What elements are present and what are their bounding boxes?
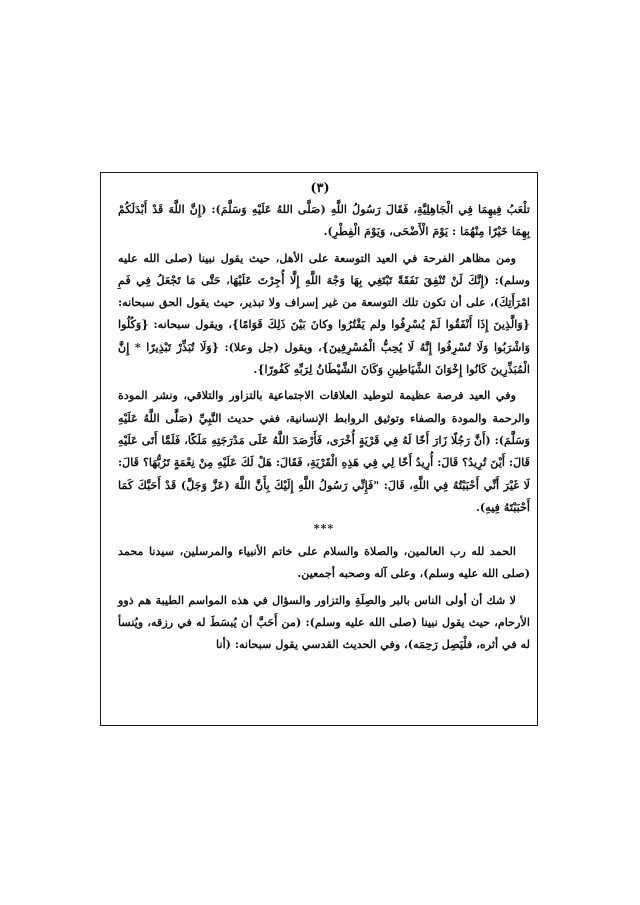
page-number: (٣) bbox=[310, 181, 330, 196]
paragraph-opening: تلْعَبُ فِيهِمَا فِي الْجَاهِلِيَّةِ، فَقَالَ رَسُولُ اللَّهِ (صَلَّى اللهُ عَلَيْهِ وَسَلَّمَ): (إِنَّ اللَّهَ قَدْ أَبْدَلَكُمْ بِهِمَا خَيْرًا مِنْهُمَا : يَوْمَ الْأَضْحَى، وَيَوْمَ الْفِطْرِ). bbox=[118, 202, 530, 239]
paragraph-spending: ومن مظاهر الفرحة في العيد التوسعة على الأهل، حيث يقول نبينا (صلى الله عليه وسلم): (إِنَّكَ لَنْ تُنْفِقَ نَفَقَةً تَبْتَغِي بِهَا وَجْهَ اللَّهِ إِلَّا أُجِرْتَ عَلَيْهَا، حَتَّى مَا تَجْعَلُ فِي فَمِ امْرَأَتِكَ)، على أن تكون تلك التوسعة من غير إسراف ولا تبذير، حيث يقول الحق سبحانه: {وَالَّذِينَ إِذَا أَنْفَقُوا لَمْ يُسْرِفُوا ولم يَقْتُرُوا وكانَ بَيْنَ ذَلِكَ قَوَامًا}، ويقول سبحانه: {وَكُلُوا وَاشْرَبُوا وَلَا تُسْرِفُوا إِنَّهُ لَا يُحِبُّ الْمُسْرِفِينَ}، ويقول (جل وعلا): {وَلَا تُبَذِّرْ تَبْذِيرًا * إِنَّ الْمُبَذِّرِينَ كَانُوا إِخْوَانَ الشَّيَاطِينِ وَكَانَ الشَّيْطَانُ لِرَبِّهِ كَفُورًا}. bbox=[118, 250, 530, 377]
document-body bbox=[118, 198, 530, 656]
paragraph-praise: الحمد لله رب العالمين، والصلاة والسلام على خاتم الأنبياء والمرسلين، سيدنا محمد (صلى الله عليه وسلم)، وعلى آله وصحبه أجمعين. bbox=[118, 544, 530, 581]
paragraph-kinship: لا شك أن أولى الناس بالبر والصِلَةِ والتزاور والسؤال في هذه المواسم الطيبة هم ذوو الأرحام، حيث يقول نبينا (صلى الله عليه وسلم): (من أَحَبَّ أن يُبسَطَ له في رزقه، ويُنسأ له في أثره، فلْيَصِل رَحِمَه)، وفي الحديث القدسي يقول سبحانه: (أنا bbox=[118, 592, 530, 652]
paragraph-visiting: وفي العيد فرصة عظيمة لتوطيد العلاقات الاجتماعية بالتزاور والتلاقي، ونشر المودة والرحمة والمودة والصفاء وتوثيق الروابط الإنسانية، ففي حديث النَّبِيِّ (صَلَّى اللَّهُ عَلَيْهِ وَسَلَّمَ): (أَنَّ رَجُلًا زَارَ أَخًا لَهُ فِي قَرْيَةٍ أُخْرَى، فَأَرْصَدَ اللَّهُ عَلَى مَدْرَجَتِهِ مَلَكًا، فَلَمَّا أَتَى عَلَيْهِ قَالَ: أَيْنَ تُرِيدُ؟ قَالَ: أُرِيدُ أَخًا لِي فِي هَذِهِ الْقَرْيَةِ، فَقَالَ: هَلْ لَكَ عَلَيْهِ مِنْ نِعْمَةٍ تَرُبُّهَا؟ قَالَ: لَا غَيْرَ أَنِّي أَحْبَبْتُهُ فِي اللَّهِ، قَالَ: "فَإِنِّي رَسُولُ اللَّهِ إِلَيْكَ بِأَنَّ اللَّهَ (عَزَّ وَجَلَّ) قَدْ أَحَبَّكَ كَمَا أَحْبَبْتَهُ فِيهِ). bbox=[118, 388, 530, 514]
section-separator: *** bbox=[313, 522, 335, 536]
